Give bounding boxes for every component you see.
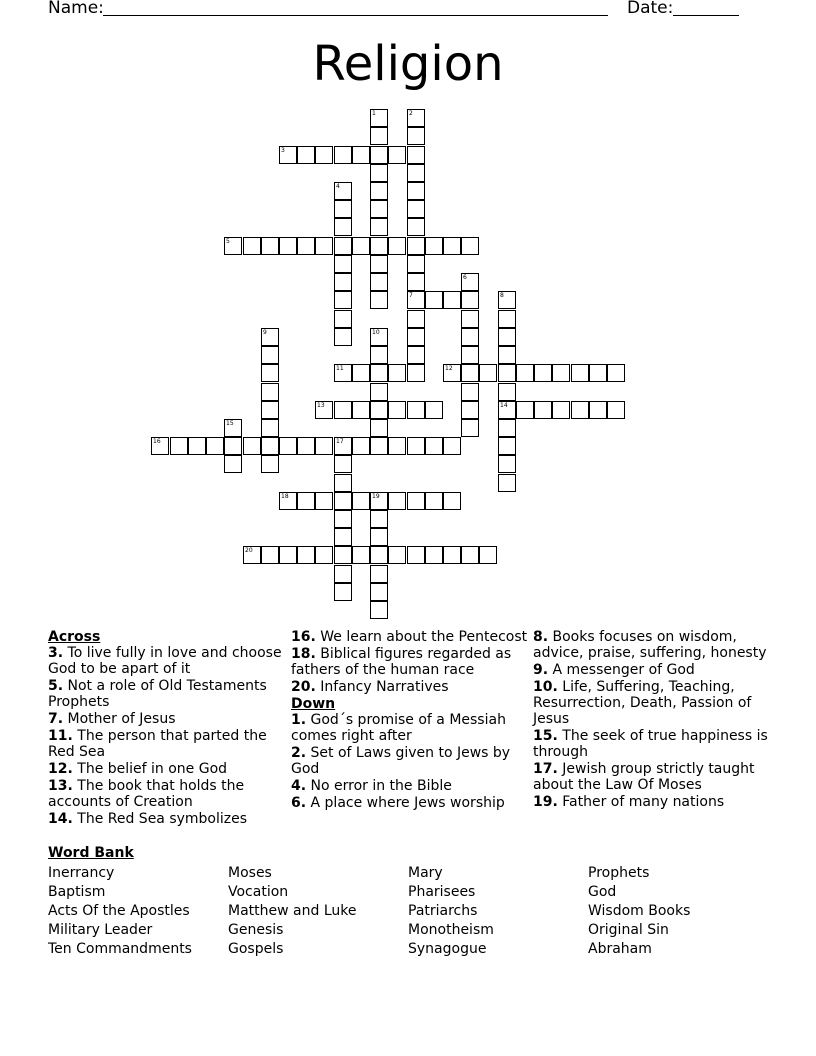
- word-bank-item: Matthew and Luke: [228, 903, 357, 919]
- grid-cell[interactable]: [352, 146, 370, 164]
- grid-cell[interactable]: [443, 291, 461, 309]
- cell-number: 16: [153, 438, 161, 445]
- grid-cell[interactable]: [188, 437, 206, 455]
- clue-down-17: 17. Jewish group strictly taught about the Law Of Moses: [533, 761, 755, 793]
- grid-cell[interactable]: [261, 546, 279, 564]
- grid-cell[interactable]: [334, 583, 352, 601]
- grid-cell[interactable]: [461, 346, 479, 364]
- clue-across-16: 16. We learn about the Pentecost: [291, 629, 528, 645]
- grid-cell[interactable]: [261, 455, 279, 473]
- grid-cell[interactable]: [370, 346, 388, 364]
- cell-number: 13: [317, 402, 325, 409]
- grid-cell[interactable]: [461, 383, 479, 401]
- grid-cell-20[interactable]: [243, 546, 261, 564]
- grid-cell[interactable]: [370, 528, 388, 546]
- cell-number: 1: [372, 110, 376, 117]
- grid-cell-19[interactable]: [370, 492, 388, 510]
- grid-cell-11[interactable]: [334, 364, 352, 382]
- grid-cell[interactable]: [224, 455, 242, 473]
- clue-across-12: 12. The belief in one God: [48, 761, 228, 777]
- grid-cell-10[interactable]: [370, 328, 388, 346]
- grid-cell[interactable]: [297, 146, 315, 164]
- grid-cell[interactable]: [315, 437, 333, 455]
- grid-cell[interactable]: [370, 565, 388, 583]
- grid-cell[interactable]: [370, 419, 388, 437]
- word-bank-item: Baptism: [48, 884, 106, 900]
- word-bank-item: Vocation: [228, 884, 289, 900]
- grid-cell[interactable]: [261, 437, 279, 455]
- grid-cell[interactable]: [370, 601, 388, 619]
- grid-cell[interactable]: [589, 364, 607, 382]
- grid-cell[interactable]: [370, 146, 388, 164]
- grid-cell[interactable]: [407, 401, 425, 419]
- grid-cell[interactable]: [425, 291, 443, 309]
- grid-cell[interactable]: [279, 237, 297, 255]
- grid-cell[interactable]: [388, 401, 406, 419]
- grid-cell[interactable]: [334, 528, 352, 546]
- grid-cell[interactable]: [461, 310, 479, 328]
- word-bank-item: Mary: [408, 865, 443, 881]
- grid-cell-15[interactable]: [224, 419, 242, 437]
- grid-cell[interactable]: [370, 401, 388, 419]
- grid-cell[interactable]: [425, 437, 443, 455]
- word-bank-item: Gospels: [228, 941, 284, 957]
- grid-cell[interactable]: [607, 364, 625, 382]
- grid-cell[interactable]: [461, 546, 479, 564]
- grid-cell[interactable]: [261, 401, 279, 419]
- grid-cell[interactable]: [498, 328, 516, 346]
- grid-cell[interactable]: [407, 182, 425, 200]
- cell-number: 12: [445, 365, 453, 372]
- cell-number: 17: [336, 438, 344, 445]
- grid-cell[interactable]: [498, 364, 516, 382]
- grid-cell[interactable]: [425, 546, 443, 564]
- grid-cell[interactable]: [352, 364, 370, 382]
- grid-cell[interactable]: [443, 492, 461, 510]
- grid-cell-4[interactable]: [334, 182, 352, 200]
- grid-cell[interactable]: [516, 401, 534, 419]
- grid-cell[interactable]: [334, 510, 352, 528]
- cell-number: 18: [281, 493, 289, 500]
- grid-cell[interactable]: [388, 364, 406, 382]
- grid-cell[interactable]: [498, 437, 516, 455]
- clue-across-20: 20. Infancy Narratives: [291, 679, 449, 695]
- grid-cell-6[interactable]: [461, 273, 479, 291]
- grid-cell[interactable]: [334, 546, 352, 564]
- word-bank-item: Monotheism: [408, 922, 494, 938]
- cell-number: 7: [409, 292, 413, 299]
- grid-cell[interactable]: [315, 546, 333, 564]
- word-bank-item: Abraham: [588, 941, 652, 957]
- cell-number: 19: [372, 493, 380, 500]
- grid-cell[interactable]: [552, 364, 570, 382]
- grid-cell-17[interactable]: [334, 437, 352, 455]
- grid-cell[interactable]: [370, 255, 388, 273]
- word-bank-heading: Word Bank: [48, 845, 134, 861]
- grid-cell[interactable]: [334, 565, 352, 583]
- grid-cell[interactable]: [352, 437, 370, 455]
- grid-cell[interactable]: [297, 492, 315, 510]
- clue-down-9: 9. A messenger of God: [533, 662, 695, 678]
- grid-cell[interactable]: [297, 437, 315, 455]
- clue-across-5: 5. Not a role of Old Testaments Prophets: [48, 678, 267, 710]
- grid-cell[interactable]: [461, 328, 479, 346]
- grid-cell[interactable]: [461, 237, 479, 255]
- date-label: Date:: [627, 0, 674, 18]
- grid-cell[interactable]: [206, 437, 224, 455]
- grid-cell[interactable]: [243, 437, 261, 455]
- cell-number: 2: [409, 110, 413, 117]
- grid-cell[interactable]: [261, 346, 279, 364]
- grid-cell[interactable]: [334, 291, 352, 309]
- grid-cell-3[interactable]: [279, 146, 297, 164]
- grid-cell[interactable]: [334, 492, 352, 510]
- grid-cell[interactable]: [334, 328, 352, 346]
- clue-down-19: 19. Father of many nations: [533, 794, 725, 810]
- clue-across-11: 11. The person that parted the Red Sea: [48, 728, 267, 760]
- grid-cell[interactable]: [334, 474, 352, 492]
- word-bank-item: Wisdom Books: [588, 903, 691, 919]
- grid-cell[interactable]: [552, 401, 570, 419]
- clue-across-7: 7. Mother of Jesus: [48, 711, 176, 727]
- grid-cell[interactable]: [407, 346, 425, 364]
- clues-column-1: [48, 629, 293, 828]
- grid-cell[interactable]: [261, 419, 279, 437]
- grid-cell[interactable]: [407, 218, 425, 236]
- grid-cell[interactable]: [407, 310, 425, 328]
- grid-cell[interactable]: [334, 200, 352, 218]
- grid-cell[interactable]: [607, 401, 625, 419]
- grid-cell[interactable]: [370, 164, 388, 182]
- grid-cell[interactable]: [334, 455, 352, 473]
- word-bank: [48, 845, 768, 957]
- grid-cell[interactable]: [461, 291, 479, 309]
- cell-number: 3: [281, 147, 285, 154]
- grid-cell[interactable]: [334, 146, 352, 164]
- grid-cell[interactable]: [516, 364, 534, 382]
- grid-cell[interactable]: [498, 310, 516, 328]
- grid-cell[interactable]: [370, 127, 388, 145]
- grid-cell[interactable]: [461, 419, 479, 437]
- cell-number: 9: [263, 329, 267, 336]
- grid-cell[interactable]: [279, 546, 297, 564]
- grid-cell[interactable]: [370, 218, 388, 236]
- grid-cell[interactable]: [370, 237, 388, 255]
- grid-cell[interactable]: [370, 364, 388, 382]
- word-bank-item: Acts Of the Apostles: [48, 903, 190, 919]
- grid-cell-16[interactable]: [151, 437, 169, 455]
- grid-cell[interactable]: [334, 401, 352, 419]
- word-bank-item: Patriarchs: [408, 903, 478, 919]
- clue-down-4: 4. No error in the Bible: [291, 778, 452, 794]
- cell-number: 14: [500, 402, 508, 409]
- grid-cell[interactable]: [407, 546, 425, 564]
- grid-cell[interactable]: [407, 255, 425, 273]
- cell-number: 4: [336, 183, 340, 190]
- grid-cell[interactable]: [498, 419, 516, 437]
- grid-cell[interactable]: [407, 273, 425, 291]
- grid-cell[interactable]: [261, 237, 279, 255]
- grid-cell[interactable]: [370, 291, 388, 309]
- grid-cell[interactable]: [534, 401, 552, 419]
- cell-number: 15: [226, 420, 234, 427]
- grid-cell[interactable]: [407, 164, 425, 182]
- word-bank-item: Original Sin: [588, 922, 669, 938]
- word-bank-item: Genesis: [228, 922, 284, 938]
- clue-down-8: 8. Books focuses on wisdom, advice, praise, suffering, honesty: [533, 629, 767, 661]
- grid-cell[interactable]: [443, 546, 461, 564]
- grid-cell[interactable]: [334, 237, 352, 255]
- grid-cell[interactable]: [388, 237, 406, 255]
- grid-cell[interactable]: [498, 383, 516, 401]
- grid-cell[interactable]: [479, 364, 497, 382]
- grid-cell[interactable]: [443, 437, 461, 455]
- grid-cell[interactable]: [352, 546, 370, 564]
- cell-number: 10: [372, 329, 380, 336]
- down-heading: Down: [291, 696, 336, 712]
- grid-cell[interactable]: [261, 364, 279, 382]
- word-bank-item: Ten Commandments: [48, 941, 192, 957]
- grid-cell[interactable]: [334, 218, 352, 236]
- grid-cell[interactable]: [370, 510, 388, 528]
- grid-cell[interactable]: [315, 146, 333, 164]
- grid-cell[interactable]: [261, 383, 279, 401]
- name-label: Name:: [48, 0, 104, 18]
- grid-cell-14[interactable]: [498, 401, 516, 419]
- across-heading: Across: [48, 629, 101, 645]
- grid-cell[interactable]: [243, 237, 261, 255]
- clue-down-15: 15. The seek of true happiness is through: [533, 728, 768, 760]
- grid-cell-9[interactable]: [261, 328, 279, 346]
- word-bank-item: Inerrancy: [48, 865, 115, 881]
- grid-cell[interactable]: [388, 492, 406, 510]
- grid-cell[interactable]: [170, 437, 188, 455]
- grid-cell[interactable]: [370, 383, 388, 401]
- word-bank-item: Moses: [228, 865, 272, 881]
- grid-cell[interactable]: [370, 546, 388, 564]
- grid-cell[interactable]: [297, 546, 315, 564]
- page-title: Religion: [312, 36, 504, 92]
- grid-cell[interactable]: [279, 437, 297, 455]
- grid-cell-5[interactable]: [224, 237, 242, 255]
- clue-down-2: 2. Set of Laws given to Jews by God: [291, 745, 511, 777]
- grid-cell[interactable]: [315, 492, 333, 510]
- grid-cell[interactable]: [352, 237, 370, 255]
- word-bank-item: Pharisees: [408, 884, 476, 900]
- clue-across-13: 13. The book that holds the accounts of Creation: [48, 778, 245, 810]
- grid-cell-18[interactable]: [279, 492, 297, 510]
- grid-cell[interactable]: [461, 364, 479, 382]
- grid-cell[interactable]: [370, 200, 388, 218]
- clue-across-3: 3. To live fully in love and choose God to be apart of it: [48, 645, 282, 677]
- grid-cell[interactable]: [407, 146, 425, 164]
- grid-cell[interactable]: [407, 200, 425, 218]
- word-bank-item: God: [588, 884, 617, 900]
- grid-cell[interactable]: [407, 127, 425, 145]
- grid-cell[interactable]: [498, 346, 516, 364]
- grid-cell[interactable]: [334, 310, 352, 328]
- grid-cell[interactable]: [425, 401, 443, 419]
- grid-cell[interactable]: [407, 492, 425, 510]
- grid-cell[interactable]: [407, 328, 425, 346]
- clues-column-3: [533, 629, 778, 811]
- grid-cell[interactable]: [443, 237, 461, 255]
- clue-down-6: 6. A place where Jews worship: [291, 795, 505, 811]
- cell-number: 6: [463, 274, 467, 281]
- grid-cell[interactable]: [407, 437, 425, 455]
- clue-down-1: 1. God´s promise of a Messiah comes right after: [291, 712, 506, 744]
- clue-across-14: 14. The Red Sea symbolizes: [48, 811, 248, 827]
- word-bank-item: Military Leader: [48, 922, 153, 938]
- grid-cell[interactable]: [571, 364, 589, 382]
- grid-cell[interactable]: [589, 401, 607, 419]
- grid-cell[interactable]: [224, 437, 242, 455]
- grid-cell-1[interactable]: [370, 109, 388, 127]
- grid-cell[interactable]: [388, 146, 406, 164]
- grid-cell-2[interactable]: [407, 109, 425, 127]
- grid-cell-8[interactable]: [498, 291, 516, 309]
- grid-cell[interactable]: [498, 455, 516, 473]
- grid-cell[interactable]: [388, 546, 406, 564]
- grid-cell[interactable]: [297, 237, 315, 255]
- grid-cell-13[interactable]: [315, 401, 333, 419]
- grid-cell[interactable]: [352, 401, 370, 419]
- grid-cell[interactable]: [315, 237, 333, 255]
- grid-cell[interactable]: [498, 474, 516, 492]
- clues-column-2: [291, 629, 536, 812]
- grid-cell[interactable]: [534, 364, 552, 382]
- grid-cell[interactable]: [479, 546, 497, 564]
- grid-cell[interactable]: [370, 182, 388, 200]
- cell-number: 8: [500, 292, 504, 299]
- grid-cell-12[interactable]: [443, 364, 461, 382]
- grid-cell-7[interactable]: [407, 291, 425, 309]
- cell-number: 20: [245, 547, 253, 554]
- grid-cell[interactable]: [370, 437, 388, 455]
- word-bank-item: Synagogue: [408, 941, 487, 957]
- grid-cell[interactable]: [388, 437, 406, 455]
- grid-cell[interactable]: [425, 237, 443, 255]
- cell-number: 5: [226, 238, 230, 245]
- cell-number: 11: [336, 365, 344, 372]
- grid-cell[interactable]: [334, 273, 352, 291]
- grid-cell[interactable]: [370, 583, 388, 601]
- clue-down-10: 10. Life, Suffering, Teaching, Resurrection, Death, Passion of Jesus: [533, 679, 752, 727]
- grid-cell[interactable]: [425, 492, 443, 510]
- grid-cell[interactable]: [407, 237, 425, 255]
- grid-cell[interactable]: [352, 492, 370, 510]
- clue-across-18: 18. Biblical figures regarded as fathers of the human race: [291, 646, 512, 678]
- word-bank-item: Prophets: [588, 865, 650, 881]
- grid-cell[interactable]: [370, 273, 388, 291]
- grid-cell[interactable]: [407, 364, 425, 382]
- grid-cell[interactable]: [571, 401, 589, 419]
- grid-cell[interactable]: [334, 255, 352, 273]
- grid-cell[interactable]: [461, 401, 479, 419]
